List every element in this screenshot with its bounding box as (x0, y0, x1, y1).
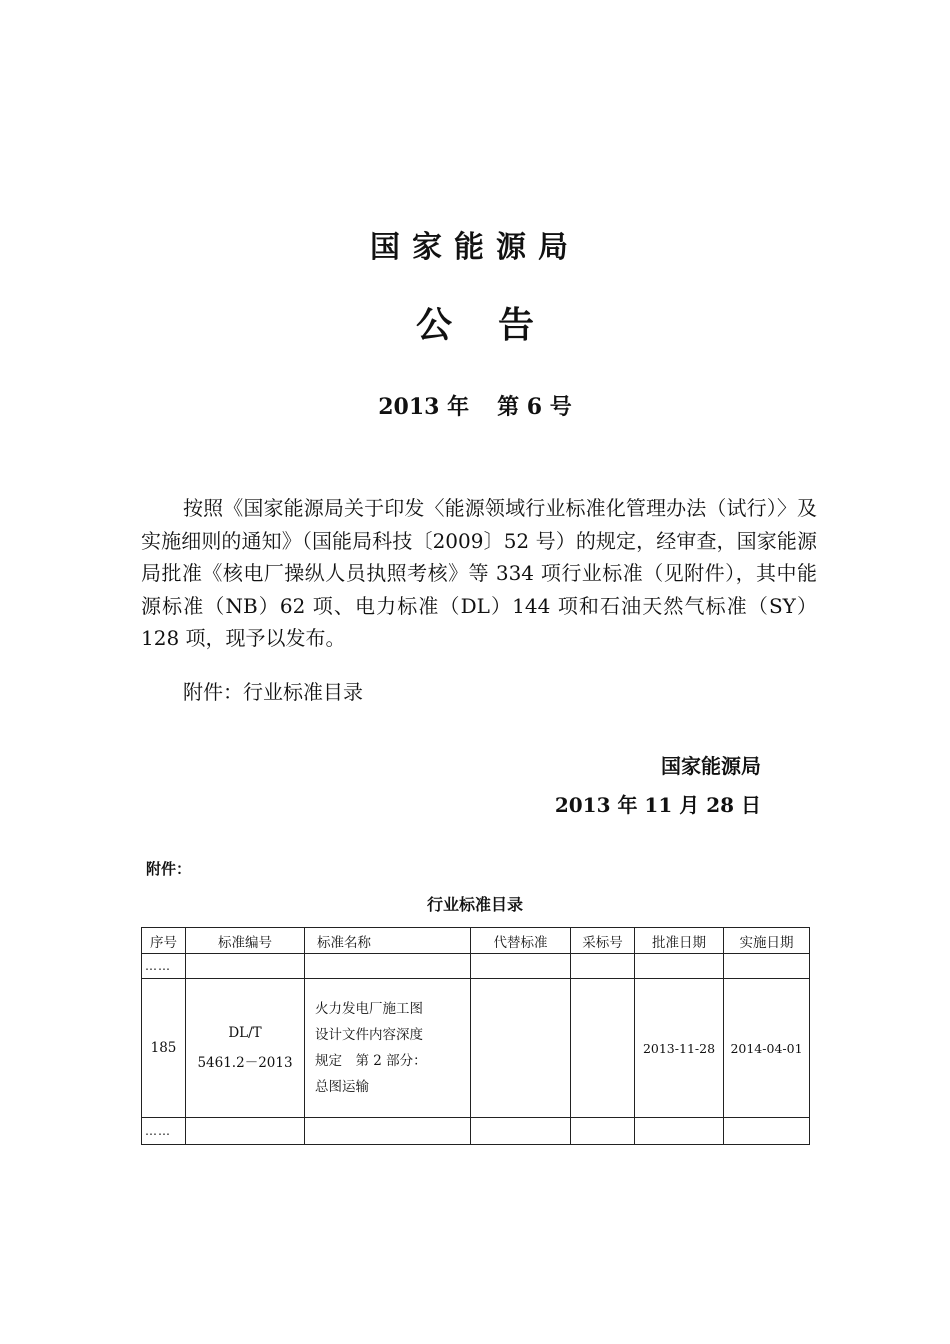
ellipsis-cell: …… (142, 954, 186, 979)
table-title: 行业标准目录 (426, 895, 523, 914)
standards-table (141, 927, 810, 1145)
name-line: 设计文件内容深度 (315, 1027, 423, 1043)
effective-date-cell: 2014-04-01 (724, 979, 810, 1118)
agency-title: 国家能源局 (370, 230, 580, 265)
col-code: 标准编号 (186, 928, 305, 954)
col-approve-date: 批准日期 (635, 928, 724, 954)
issue-number (0, 390, 950, 421)
col-replaces: 代替标准 (471, 928, 571, 954)
code-cell (186, 979, 305, 1118)
code-line-1: DL/T (228, 1025, 262, 1041)
seq-cell: 185 (142, 979, 186, 1118)
signature-org: 国家能源局 (661, 754, 761, 778)
name-line: 规定 第 2 部分： (315, 1053, 427, 1069)
replaces-cell (471, 979, 571, 1118)
announcement-body (141, 492, 817, 655)
col-seq: 序号 (142, 928, 186, 954)
name-line: 火力发电厂施工图 (315, 1001, 423, 1017)
attachment-label: 附件： (146, 860, 192, 878)
issue-year: 2013 年 (378, 394, 470, 420)
col-name: 标准名称 (305, 928, 471, 954)
signature-date: 2013 年 11 月 28 日 (554, 793, 761, 817)
approve-date-cell: 2013-11-28 (635, 979, 724, 1118)
table-row (142, 1118, 810, 1145)
ellipsis-cell: …… (142, 1118, 186, 1145)
table-header-row (142, 928, 810, 954)
name-line: 总图运输 (315, 1079, 369, 1095)
attachment-note: 附件：行业标准目录 (183, 680, 363, 704)
adopted-cell (571, 979, 635, 1118)
name-cell (305, 979, 471, 1118)
notice-title: 公告 (415, 305, 580, 346)
announcement-paragraph: 按照《国家能源局关于印发〈能源领域行业标准化管理办法（试行）〉及实施细则的通知》（国能局科技〔2009〕52 号）的规定，经审查，国家能源局批准《核电厂操纵人员执照考核》等 334 项行业标准（见附件），其中能源标准（NB）62 项、电力标准（DL）144 项和石油天然气标准（SY）128 项，现予以发布。 (141, 496, 817, 650)
table-row (142, 979, 810, 1118)
table-row (142, 954, 810, 979)
col-adopted: 采标号 (571, 928, 635, 954)
col-effective-date: 实施日期 (724, 928, 810, 954)
code-line-2: 5461.2－2013 (197, 1055, 293, 1071)
issue-no: 第 6 号 (497, 394, 572, 420)
